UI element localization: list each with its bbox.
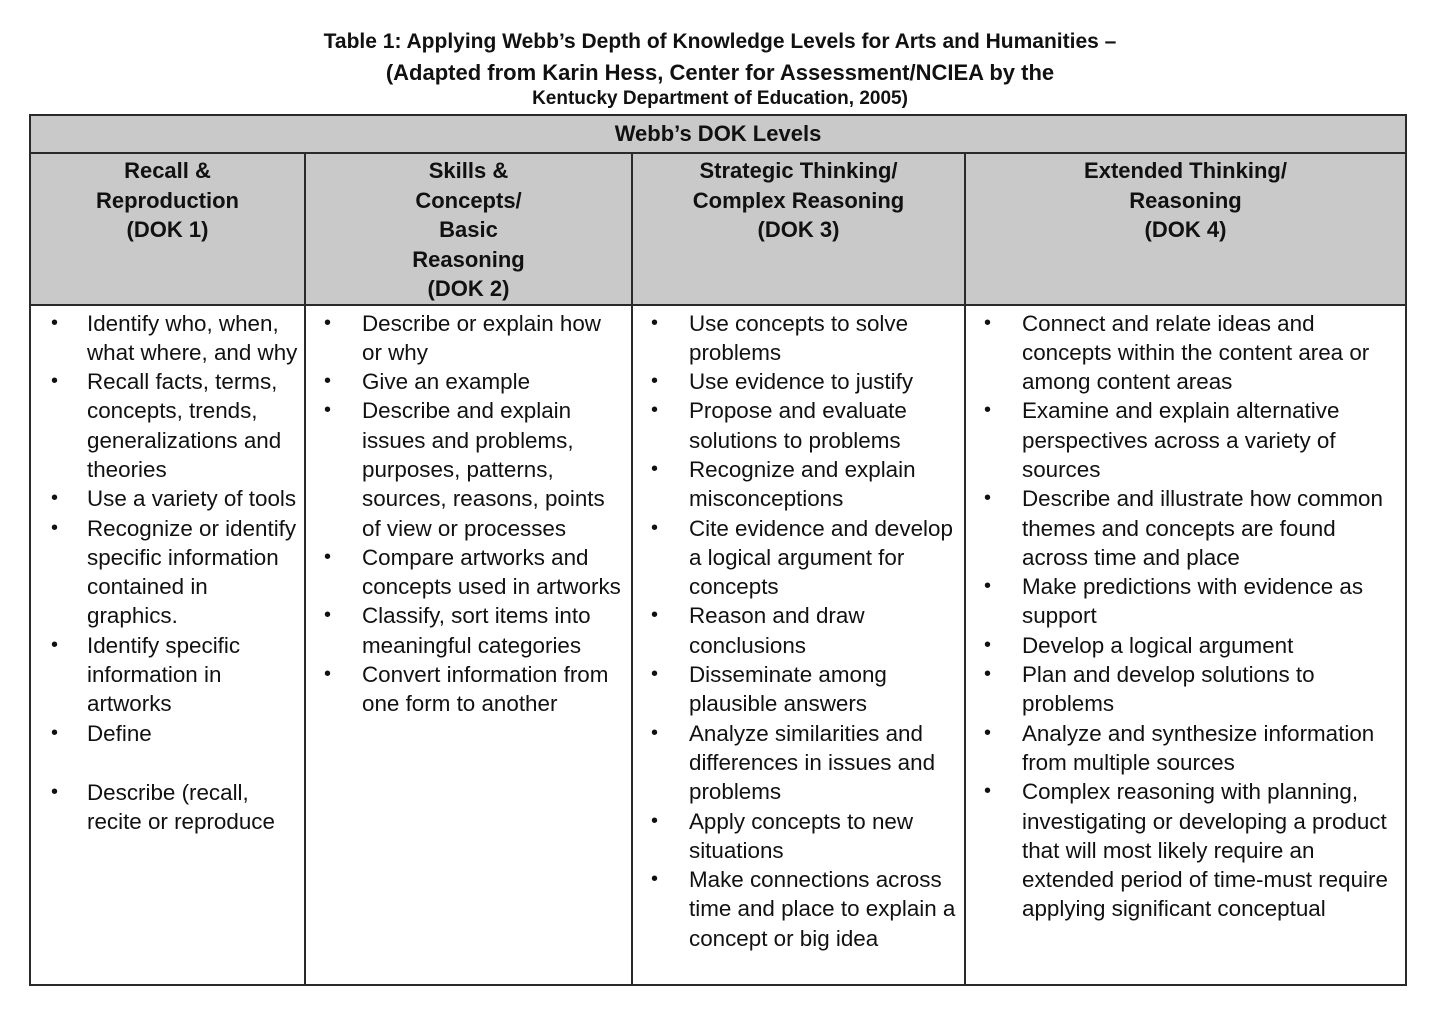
list-item [306, 367, 631, 396]
list-item [633, 807, 964, 866]
list-item [633, 514, 964, 602]
column-body-dok4 [965, 305, 1406, 985]
bullet-icon: • [324, 311, 332, 334]
column-heading-dok1 [30, 153, 305, 305]
item-text: Describe or explain how or why [362, 310, 601, 365]
bullet-icon: • [651, 604, 659, 627]
heading-line: Extended Thinking/ [1084, 158, 1287, 183]
list-item [306, 309, 631, 368]
table-title-line-3: Kentucky Department of Education, 2005) [532, 88, 908, 109]
bullet-icon: • [651, 809, 659, 832]
bullet-icon: • [984, 780, 992, 803]
item-text: Describe (recall, recite or reproduce [87, 779, 275, 835]
bullet-icon: • [984, 399, 992, 422]
list-item [31, 719, 304, 748]
item-text: Use concepts to solve problems [689, 310, 909, 365]
bullet-icon: • [651, 311, 659, 334]
bullet-icon: • [984, 633, 992, 656]
item-text: Cite evidence and develop a logical argument for concepts [689, 515, 953, 600]
item-list-dok3 [633, 309, 964, 954]
item-text: Analyze similarities and differences in issues and problems [689, 720, 936, 805]
heading-line: Recall & [124, 158, 211, 183]
list-item [633, 660, 964, 719]
item-text: Make predictions with evidence as support [1022, 574, 1364, 629]
item-text: Compare artworks and concepts used in artworks [362, 544, 621, 600]
list-item [633, 719, 964, 807]
bullet-icon: • [651, 457, 659, 480]
bullet-icon: • [984, 575, 992, 598]
bullet-icon: • [984, 311, 992, 334]
list-item [633, 396, 964, 455]
table-title-line-2: (Adapted from Karin Hess, Center for Assessment/NCIEA by the [385, 60, 1055, 85]
item-text: Identify who, when, what where, and why [87, 310, 298, 365]
item-text: Recognize and explain misconceptions [689, 456, 916, 512]
item-text: Identify specific information in artworks [87, 632, 241, 717]
bullet-icon: • [651, 663, 659, 686]
list-item [31, 514, 304, 631]
item-text: Describe and illustrate how common themes and concepts are found across time and place [1022, 486, 1383, 570]
list-item [633, 455, 964, 514]
column-heading-dok4 [965, 153, 1406, 305]
bullet-icon: • [324, 604, 332, 627]
bullet-icon: • [651, 370, 659, 393]
bullet-icon: • [51, 516, 59, 539]
list-item [966, 660, 1405, 719]
item-list-dok1 [31, 309, 304, 837]
bullet-icon: • [984, 721, 992, 744]
dok-table [29, 114, 1407, 986]
list-item [966, 309, 1405, 397]
item-text: Connect and relate ideas and concepts within the content area or among content areas [1022, 310, 1370, 395]
item-text: Use evidence to justify [689, 369, 914, 395]
item-text: Reason and draw conclusions [689, 603, 865, 658]
item-text: Recognize or identify specific information contained in graphics. [87, 515, 297, 629]
list-item [633, 865, 964, 953]
item-list-dok2 [306, 309, 631, 719]
item-text: Analyze and synthesize information from multiple sources [1022, 720, 1375, 775]
list-item [966, 484, 1405, 572]
bullet-icon: • [51, 370, 59, 393]
column-body-dok2 [305, 305, 632, 985]
item-text: Apply concepts to new situations [689, 808, 914, 863]
bullet-icon: • [51, 721, 59, 744]
bullet-icon: • [51, 487, 59, 510]
bullet-icon: • [324, 663, 332, 686]
list-item [31, 309, 304, 368]
heading-line: Strategic Thinking/ [699, 158, 898, 183]
heading-line: Concepts/ [415, 187, 522, 213]
list-item [31, 367, 304, 484]
item-text: Disseminate among plausible answers [689, 662, 887, 717]
bullet-icon: • [324, 370, 332, 393]
list-item [966, 631, 1405, 660]
heading-line: (DOK 2) [427, 276, 510, 301]
bullet-icon: • [651, 868, 659, 891]
list-item [306, 601, 631, 660]
item-text: Classify, sort items into meaningful categories [362, 603, 591, 658]
item-text: Develop a logical argument [1022, 632, 1294, 658]
list-item [966, 396, 1405, 484]
list-item [31, 484, 304, 513]
item-text: Define [87, 720, 152, 746]
list-item [966, 719, 1405, 778]
item-text: Propose and evaluate solutions to problems [689, 398, 907, 453]
list-item [633, 309, 964, 368]
item-text: Recall facts, terms, concepts, trends, generalizations and theories [87, 369, 282, 482]
heading-line: Reproduction [96, 187, 239, 213]
bullet-icon: • [651, 399, 659, 422]
heading-line: Complex Reasoning [692, 187, 905, 213]
list-item [306, 660, 631, 719]
list-item [633, 601, 964, 660]
heading-line: (DOK 4) [1144, 217, 1227, 242]
list-item [306, 543, 631, 602]
bullet-icon: • [51, 633, 59, 656]
list-item [966, 777, 1405, 923]
bullet-icon: • [984, 487, 992, 510]
list-item [966, 572, 1405, 631]
item-text: Convert information from one form to another [362, 662, 609, 717]
bullet-icon: • [984, 663, 992, 686]
item-text: Make connections across time and place to explain a concept or big idea [689, 867, 956, 951]
item-text: Describe and explain issues and problems, purposes, patterns, sources, reasons, points of view or processes [362, 398, 605, 541]
heading-line: Skills & [428, 158, 509, 183]
heading-line: Reasoning [412, 246, 525, 272]
list-item [31, 631, 304, 719]
bullet-icon: • [324, 545, 332, 568]
item-text: Complex reasoning with planning, investigating or developing a product that will most likely require an extended period of time-must require applying significant conceptual [1022, 779, 1388, 922]
item-text: Give an example [362, 369, 531, 395]
heading-line: Basic [439, 217, 498, 242]
bullet-icon: • [651, 516, 659, 539]
dok-levels-band: Webb’s DOK Levels [30, 115, 1406, 153]
item-text: Plan and develop solutions to problems [1022, 662, 1315, 717]
column-body-dok1 [30, 305, 305, 985]
item-list-dok4 [966, 309, 1405, 924]
heading-line: Reasoning [1129, 187, 1242, 213]
item-text: Use a variety of tools [87, 486, 297, 512]
bullet-icon: • [324, 399, 332, 422]
list-item [31, 778, 304, 837]
table-title-line-1: Table 1: Applying Webb’s Depth of Knowledge Levels for Arts and Humanities – [323, 30, 1117, 53]
list-item [633, 367, 964, 396]
bullet-icon: • [651, 721, 659, 744]
column-heading-dok2 [305, 153, 632, 305]
bullet-icon: • [51, 780, 59, 803]
column-heading-dok3 [632, 153, 965, 305]
item-text: Examine and explain alternative perspectives across a variety of sources [1022, 398, 1340, 482]
bullet-icon: • [51, 311, 59, 334]
heading-line: (DOK 1) [126, 217, 209, 242]
column-body-dok3 [632, 305, 965, 985]
heading-line: (DOK 3) [757, 217, 840, 242]
list-item [306, 396, 631, 542]
